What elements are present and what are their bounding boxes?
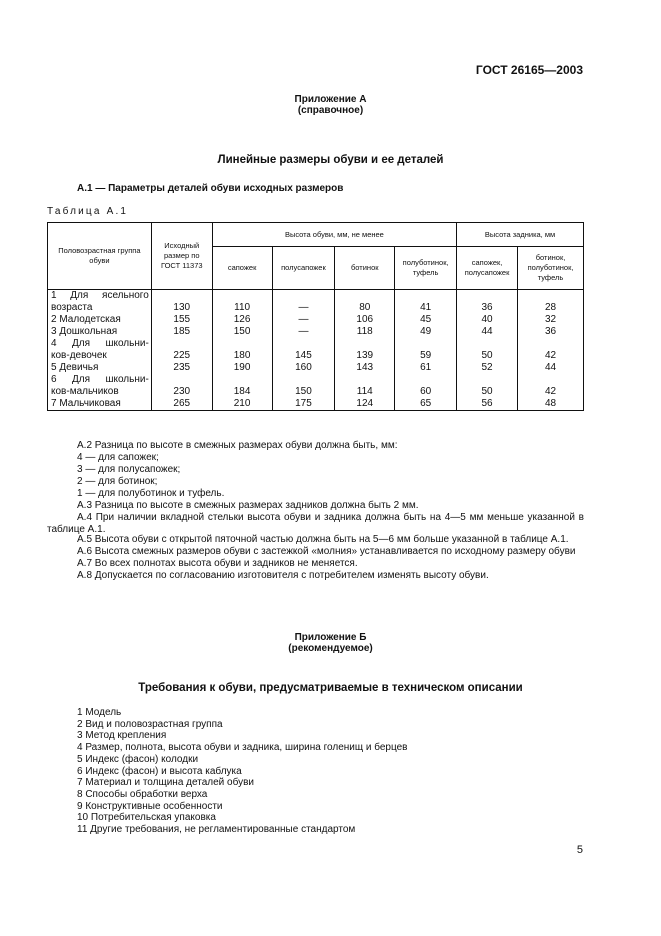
section-a1-heading: А.1 — Параметры деталей обуви исходных размеров: [77, 183, 344, 194]
requirements-list: [77, 707, 407, 836]
cell-back1: 40: [457, 314, 518, 326]
subheader-low-shoes: полуботинок, туфель: [395, 247, 457, 290]
cell-back1: 56: [457, 398, 518, 411]
appendix-b-heading: Требования к обуви, предусматриваемые в техническом описании: [138, 682, 523, 694]
cell-half-boots: 160: [272, 362, 335, 374]
table-row: [48, 374, 584, 398]
cell-half-boots: —: [272, 290, 335, 315]
cell-back2: 42: [518, 374, 584, 398]
cell-low: 49: [395, 326, 457, 338]
cell-half-boots: —: [272, 314, 335, 326]
cell-boots: 180: [212, 338, 272, 362]
list-item: 10 Потребительская упаковка: [77, 812, 216, 824]
cell-ankle: 139: [335, 338, 395, 362]
header-back-height: Высота задника, мм: [457, 223, 584, 247]
list-item: 3 Метод крепления: [77, 730, 167, 742]
list-item: 4 Размер, полнота, высота обуви и задника, ширина голенищ и берцев: [77, 742, 408, 754]
cell-ankle: 106: [335, 314, 395, 326]
table-row: [48, 326, 584, 338]
cell-group: 3 Дошкольная: [48, 326, 152, 338]
cell-back1: 50: [457, 338, 518, 362]
table-row: [48, 290, 584, 315]
cell-ankle: 124: [335, 398, 395, 411]
cell-back1: 50: [457, 374, 518, 398]
note-a4-cont: таблице А.1.: [47, 524, 106, 535]
cell-back1: 52: [457, 362, 518, 374]
cell-low: 65: [395, 398, 457, 411]
note-a4-block: [47, 512, 584, 536]
cell-half-boots: —: [272, 326, 335, 338]
cell-back1: 44: [457, 326, 518, 338]
note-a7: А.7 Во всех полнотах высота обуви и задников не меняется.: [77, 558, 358, 569]
cell-ankle: 80: [335, 290, 395, 315]
table-row: [48, 362, 584, 374]
list-item: 5 Индекс (фасон) колодки: [77, 753, 199, 765]
cell-base: 230: [151, 374, 212, 398]
cell-low: 60: [395, 374, 457, 398]
cell-base: 155: [151, 314, 212, 326]
note-a4: А.4 При наличии вкладной стельки высота обуви и задника должна быть на 4—5 мм меньше указанной в: [77, 512, 584, 523]
header-base-size: Исходный размер по ГОСТ 11373: [151, 223, 212, 290]
cell-back2: 48: [518, 398, 584, 411]
standard-code: ГОСТ 26165—2003: [475, 63, 583, 77]
list-item: 6 Индекс (фасон) и высота каблука: [77, 765, 242, 777]
note-a8: А.8 Допускается по согласованию изготовителя с потребителем изменять высоту обуви.: [77, 570, 489, 581]
cell-group: 6 Для школьни- ков-мальчиков: [48, 374, 152, 398]
note-a3: А.3 Разница по высоте в смежных размерах задников должна быть 2 мм.: [77, 500, 419, 511]
cell-base: 185: [151, 326, 212, 338]
cell-group: 2 Малодетская: [48, 314, 152, 326]
table-caption: Таблица А.1: [47, 206, 129, 217]
header-age-group: Половозрастная группа обуви: [48, 223, 152, 290]
list-item: 1 Модель: [77, 707, 122, 718]
appendix-a-subtitle: (справочное): [297, 105, 364, 116]
cell-base: 235: [151, 362, 212, 374]
cell-ankle: 143: [335, 362, 395, 374]
list-item: 9 Конструктивные особенности: [77, 800, 223, 812]
parameters-table: [47, 222, 584, 411]
cell-half-boots: 150: [272, 374, 335, 398]
cell-low: 45: [395, 314, 457, 326]
cell-back2: 28: [518, 290, 584, 315]
note-a2-item: 1 — для полуботинок и туфель.: [77, 488, 225, 499]
notes-block-2: [77, 534, 587, 582]
table-row: [48, 338, 584, 362]
appendix-a-title: Приложение А: [294, 94, 367, 105]
cell-back2: 44: [518, 362, 584, 374]
subheader-ankle-boots: ботинок: [335, 247, 395, 290]
appendix-b-subtitle: (рекомендуемое): [288, 643, 373, 654]
cell-boots: 110: [212, 290, 272, 315]
subheader-back-shoes: ботинок, полуботинок, туфель: [518, 247, 584, 290]
cell-low: 41: [395, 290, 457, 315]
subheader-boots: сапожек: [212, 247, 272, 290]
subheader-back-boots: сапожек, полусапожек: [457, 247, 518, 290]
cell-back2: 36: [518, 326, 584, 338]
cell-half-boots: 145: [272, 338, 335, 362]
list-item: 11 Другие требования, не регламентированные стандартом: [77, 824, 356, 836]
note-a2-item: 4 — для сапожек;: [77, 452, 159, 463]
note-a2-item: 3 — для полусапожек;: [77, 464, 181, 475]
note-a5: А.5 Высота обуви с открытой пяточной частью должна быть на 5—6 мм больше указанной в таблице А.1.: [77, 534, 569, 545]
header-shoe-height: Высота обуви, мм, не менее: [212, 223, 456, 247]
cell-back2: 42: [518, 338, 584, 362]
cell-boots: 190: [212, 362, 272, 374]
list-item: 2 Вид и половозрастная группа: [77, 718, 223, 730]
cell-ankle: 114: [335, 374, 395, 398]
cell-half-boots: 175: [272, 398, 335, 411]
list-item: 8 Способы обработки верха: [77, 788, 208, 800]
cell-back1: 36: [457, 290, 518, 315]
cell-boots: 126: [212, 314, 272, 326]
note-a2: А.2 Разница по высоте в смежных размерах обуви должна быть, мм:: [77, 440, 398, 451]
cell-low: 61: [395, 362, 457, 374]
cell-base: 265: [151, 398, 212, 411]
cell-group: 5 Девичья: [48, 362, 152, 374]
note-a2-item: 2 — для ботинок;: [77, 476, 158, 487]
table-row: [48, 314, 584, 326]
appendix-a-heading: Линейные размеры обуви и ее деталей: [217, 154, 444, 166]
cell-base: 130: [151, 290, 212, 315]
table-row: [48, 398, 584, 411]
cell-back2: 32: [518, 314, 584, 326]
cell-group: 1 Для ясельного возраста: [48, 290, 152, 315]
subheader-half-boots: полусапожек: [272, 247, 335, 290]
cell-group: 4 Для школьни- ков-девочек: [48, 338, 152, 362]
cell-boots: 150: [212, 326, 272, 338]
cell-boots: 184: [212, 374, 272, 398]
cell-group: 7 Мальчиковая: [48, 398, 152, 411]
notes-block: [77, 440, 587, 512]
cell-ankle: 118: [335, 326, 395, 338]
cell-boots: 210: [212, 398, 272, 411]
cell-base: 225: [151, 338, 212, 362]
page-number: 5: [576, 844, 583, 856]
cell-low: 59: [395, 338, 457, 362]
list-item: 7 Материал и толщина деталей обуви: [77, 777, 254, 789]
note-a6: А.6 Высота смежных размеров обуви с застежкой «молния» устанавливается по исходному размеру обуви: [77, 546, 576, 557]
appendix-b-title: Приложение Б: [294, 632, 367, 643]
